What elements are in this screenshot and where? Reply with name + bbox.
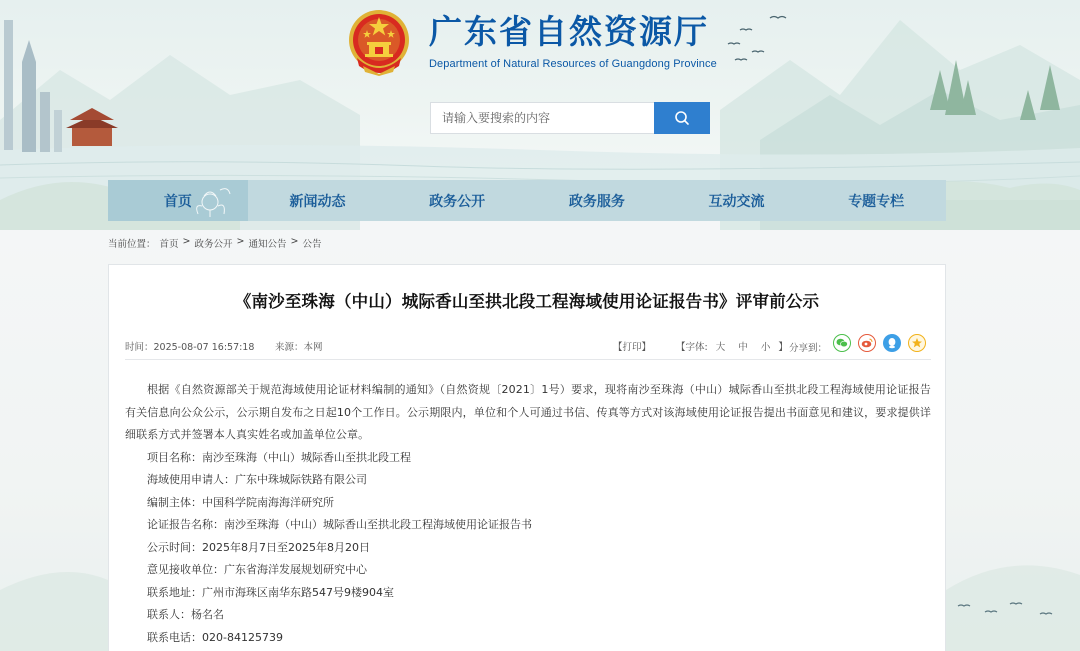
nav-item-label: 互动交流 <box>708 193 765 210</box>
field-receiving-unit: 意见接收单位：广东省海洋发展规划研究中心 <box>147 563 367 576</box>
nav-item-services[interactable] <box>527 180 667 221</box>
font-size-medium-button[interactable]: 中 <box>738 342 748 353</box>
article-source: 来源：本网 <box>275 342 323 353</box>
breadcrumb-item-government-affairs[interactable]: 政务公开 <box>194 239 233 250</box>
nav-item-label: 政务服务 <box>568 193 625 210</box>
article-title: 《南沙至珠海（中山）城际香山至拱北段工程海域使用论证报告书》评审前公示 <box>234 292 820 311</box>
search-button[interactable] <box>654 102 710 134</box>
article-panel <box>108 264 946 651</box>
article-intro: 根据《自然资源部关于规范海域使用论证材料编制的通知》（自然资规〔2021〕1号）要求，现将南沙至珠海（中山）城际香山至拱北段工程海域使用论证报告有关信息向公众公示，公示期自发布之日起10个工作日。公示期限内，单位和个人可通过书信、传真等方式对该海域使用论证报告提出书面意见和建议，要求提供详细联系方式并签署本人真实姓名或加盖单位公章。 <box>125 383 931 441</box>
breadcrumb <box>108 236 321 250</box>
weibo-icon[interactable] <box>858 334 876 352</box>
wechat-icon[interactable] <box>833 334 851 352</box>
print-button[interactable]: 【打印】 <box>613 342 652 353</box>
article-body <box>125 379 931 649</box>
breadcrumb-prefix: 当前位置： <box>108 239 156 250</box>
field-compiler: 编制主体：中国科学院南海海洋研究所 <box>147 495 334 509</box>
field-project-name: 项目名称：南沙至珠海（中山）城际香山至拱北段工程 <box>147 450 411 464</box>
publish-time: 时间：2025-08-07 16:57:18 <box>125 342 255 353</box>
field-report-name: 论证报告名称：南沙至珠海（中山）城际香山至拱北段工程海域使用论证报告书 <box>147 518 532 531</box>
breadcrumb-separator: > <box>236 236 245 247</box>
nav-item-interaction[interactable] <box>667 180 807 221</box>
search-input[interactable] <box>430 102 654 134</box>
nav-item-news[interactable] <box>248 180 388 221</box>
national-emblem-icon <box>347 8 411 76</box>
site-brand[interactable] <box>347 8 717 76</box>
article-meta <box>125 332 931 358</box>
search-icon <box>674 110 690 126</box>
meta-divider <box>125 359 931 360</box>
breadcrumb-separator: > <box>182 236 191 247</box>
nav-item-label: 专题专栏 <box>848 193 905 210</box>
share-label: 分享到： <box>789 343 828 354</box>
qq-icon[interactable] <box>883 334 901 352</box>
field-address: 联系地址：广州市海珠区南华东路547号9楼904室 <box>147 585 394 599</box>
search-bar <box>430 102 710 134</box>
flower-decoration-icon <box>190 184 234 218</box>
breadcrumb-item-home[interactable]: 首页 <box>159 239 179 250</box>
breadcrumb-item-announcement[interactable]: 公告 <box>302 239 322 250</box>
nav-item-label: 首页 <box>163 193 192 210</box>
site-name: 广东省自然资源厅 <box>429 12 709 51</box>
site-name-english: Department of Natural Resources of Guangdong Province <box>429 58 717 70</box>
font-size-small-button[interactable]: 小 <box>760 342 771 353</box>
qzone-icon[interactable] <box>908 334 926 352</box>
font-size-large-button[interactable]: 大 <box>715 342 726 353</box>
nav-item-home[interactable] <box>108 180 248 221</box>
font-size-label: 【字体: <box>676 342 708 353</box>
font-size-control <box>676 339 788 353</box>
field-contact-person: 联系人：杨名名 <box>147 608 224 621</box>
font-size-close: 】 <box>778 342 788 353</box>
nav-item-label: 新闻动态 <box>289 193 346 210</box>
field-publicity-period: 公示时间：2025年8月7日至2025年8月20日 <box>147 540 370 554</box>
field-applicant: 海域使用申请人：广东中珠城际铁路有限公司 <box>147 473 367 486</box>
breadcrumb-item-notices[interactable]: 通知公告 <box>248 239 287 250</box>
share-icons <box>833 334 926 352</box>
field-contact-phone: 联系电话：020-84125739 <box>147 630 283 644</box>
breadcrumb-separator: > <box>290 236 299 247</box>
nav-item-label: 政务公开 <box>429 193 486 210</box>
nav-item-special-topics[interactable] <box>806 180 946 221</box>
main-nav <box>108 180 946 221</box>
nav-item-government-affairs[interactable] <box>387 180 527 221</box>
